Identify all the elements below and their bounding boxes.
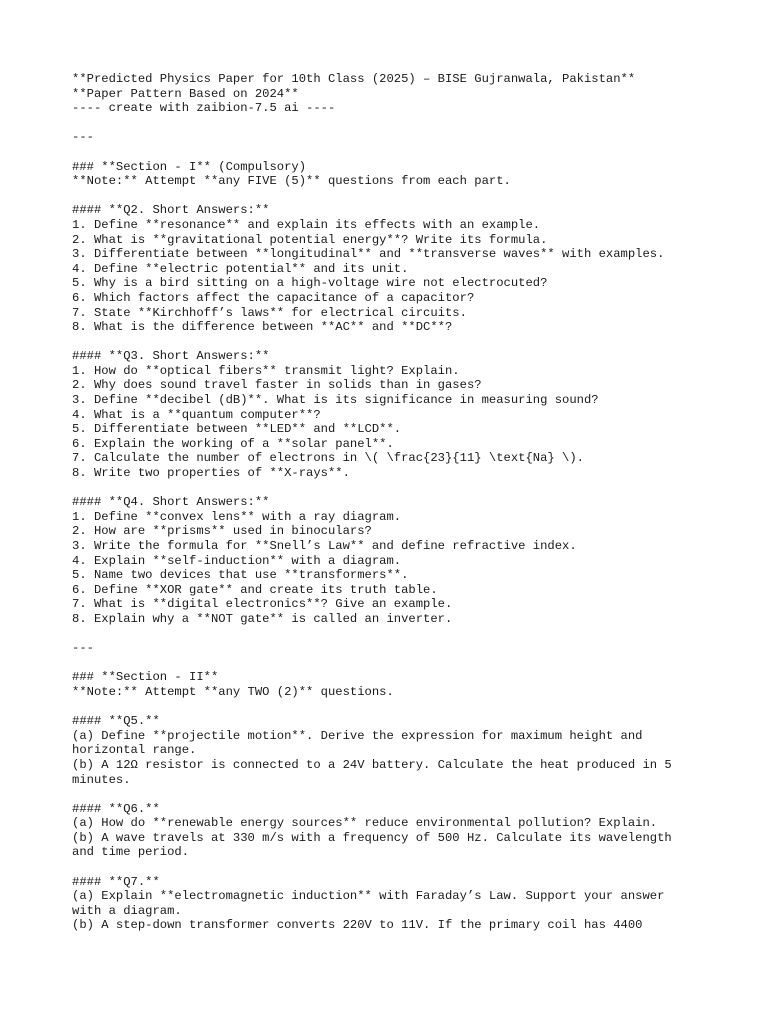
- q3-item: 5. Differentiate between **LED** and **LCD**.: [72, 422, 402, 437]
- q5-heading: #### **Q5.**: [72, 714, 160, 729]
- q4-item: 3. Write the formula for **Snell’s Law** and define refractive index.: [72, 539, 577, 553]
- q3-item: 7. Calculate the number of electrons in \( \frac{23}{11} \text{Na} \).: [72, 451, 584, 466]
- q5-line: (b) A 12Ω resistor is connected to a 24V battery. Calculate the heat produced in 5: [72, 757, 672, 772]
- q2-item: 4. Define **electric potential** and its unit.: [72, 261, 409, 276]
- q2-item: 2. What is **gravitational potential energy**? Write its formula.: [72, 232, 548, 247]
- q7-line: (b) A step-down transformer converts 220V to 11V. If the primary coil has 4400: [72, 918, 643, 933]
- q4-item: 7. What is **digital electronics**? Give an example.: [72, 597, 453, 612]
- q2-item: 5. Why is a bird sitting on a high-voltage wire not electrocuted?: [72, 276, 548, 291]
- spacer: [72, 189, 732, 204]
- q6-line: (b) A wave travels at 330 m/s with a frequency of 500 Hz. Calculate its wavelength: [72, 830, 672, 845]
- spacer: [72, 481, 732, 496]
- q4-heading: #### **Q4. Short Answers:**: [72, 495, 270, 510]
- q3-item: 4. What is a **quantum computer**?: [72, 407, 321, 422]
- spacer: [72, 116, 732, 131]
- spacer: [72, 787, 732, 802]
- q2-item: 8. What is the difference between **AC** and **DC**?: [72, 320, 453, 335]
- document-page: [72, 72, 732, 933]
- q7-line: with a diagram.: [72, 903, 182, 918]
- paper-credit: ---- create with zaibion-7.5 ai ----: [72, 101, 336, 116]
- q3-item: 8. Write two properties of **X-rays**.: [72, 466, 350, 481]
- q5-line: minutes.: [72, 772, 131, 787]
- divider: ---: [72, 641, 94, 656]
- q5-line: horizontal range.: [72, 743, 197, 758]
- spacer: [72, 335, 732, 350]
- q4-item: 5. Name two devices that use **transformers**.: [72, 568, 409, 583]
- q2-item: 3. Differentiate between **longitudinal** and **transverse waves** with examples.: [72, 247, 665, 262]
- spacer: [72, 860, 732, 875]
- q4-item: 8. Explain why a **NOT gate** is called an inverter.: [72, 611, 453, 626]
- q2-item: 6. Which factors affect the capacitance of a capacitor?: [72, 290, 475, 305]
- q7-heading: #### **Q7.**: [72, 874, 160, 889]
- q2-heading: #### **Q2. Short Answers:**: [72, 203, 270, 218]
- q4-item: 1. Define **convex lens** with a ray diagram.: [72, 509, 402, 524]
- spacer: [72, 627, 732, 642]
- q6-heading: #### **Q6.**: [72, 801, 160, 816]
- spacer: [72, 656, 732, 671]
- q6-line: and time period.: [72, 845, 190, 860]
- paper-title: **Predicted Physics Paper for 10th Class (2025) – BISE Gujranwala, Pakistan**: [72, 72, 636, 86]
- q3-item: 2. Why does sound travel faster in solids than in gases?: [72, 378, 482, 393]
- divider: ---: [72, 130, 94, 145]
- q2-item: 1. Define **resonance** and explain its effects with an example.: [72, 217, 541, 232]
- q7-line: (a) Explain **electromagnetic induction** with Faraday’s Law. Support your answer: [72, 889, 665, 904]
- section-2-note: **Note:** Attempt **any TWO (2)** questions.: [72, 684, 394, 699]
- section-1-note: **Note:** Attempt **any FIVE (5)** questions from each part.: [72, 174, 511, 189]
- paper-subtitle: **Paper Pattern Based on 2024**: [72, 86, 299, 101]
- spacer: [72, 145, 732, 160]
- q5-line: (a) Define **projectile motion**. Derive the expression for maximum height and: [72, 728, 643, 743]
- q3-item: 1. How do **optical fibers** transmit light? Explain.: [72, 363, 460, 378]
- q4-item: 4. Explain **self-induction** with a diagram.: [72, 553, 402, 568]
- q2-item: 7. State **Kirchhoff’s laws** for electrical circuits.: [72, 305, 467, 320]
- q6-line: (a) How do **renewable energy sources** reduce environmental pollution? Explain.: [72, 816, 658, 831]
- q3-item: 3. Define **decibel (dB)**. What is its significance in measuring sound?: [72, 393, 599, 408]
- q3-heading: #### **Q3. Short Answers:**: [72, 349, 270, 364]
- q3-item: 6. Explain the working of a **solar panel**.: [72, 436, 394, 451]
- q4-item: 2. How are **prisms** used in binoculars?: [72, 524, 372, 539]
- q4-item: 6. Define **XOR gate** and create its truth table.: [72, 582, 438, 597]
- section-1-heading: ### **Section - I** (Compulsory): [72, 159, 307, 174]
- section-2-heading: ### **Section - II**: [72, 670, 219, 685]
- spacer: [72, 700, 732, 715]
